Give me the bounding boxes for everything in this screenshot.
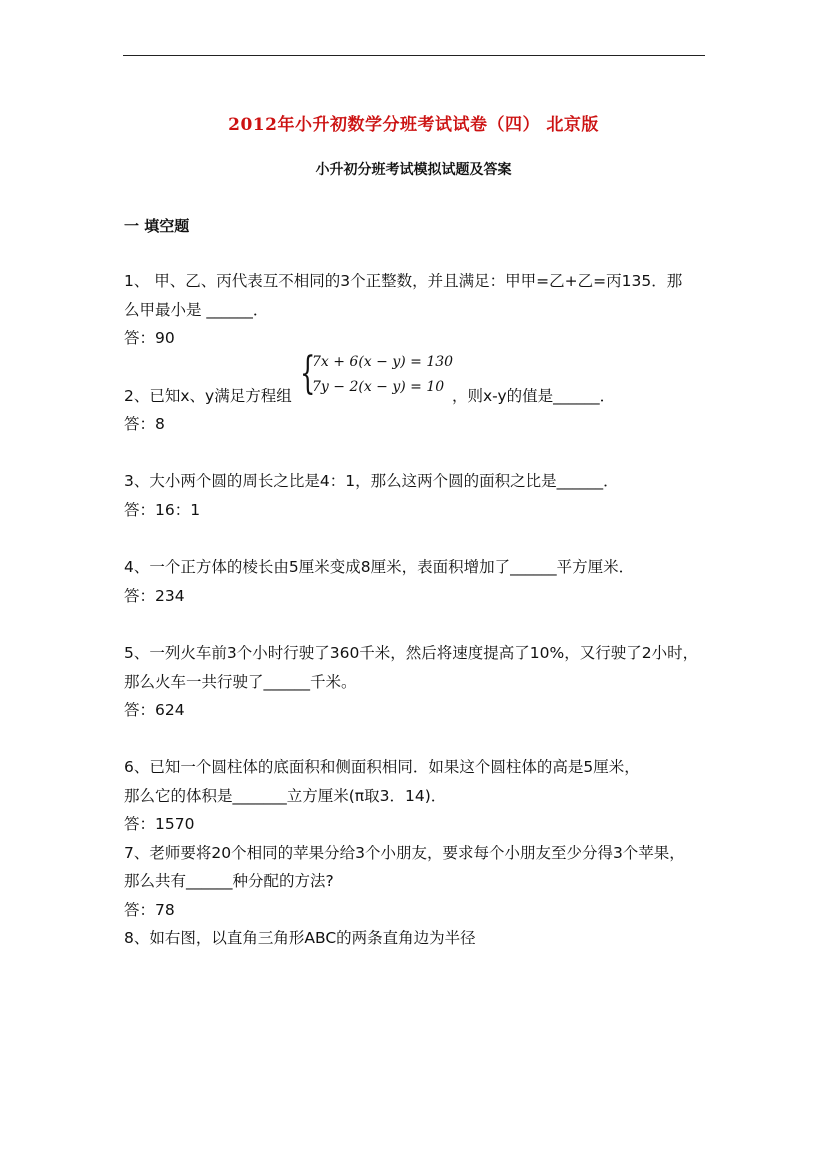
header-rule: [123, 55, 705, 56]
q2-line-post: ，则x-y的值是______．: [452, 387, 616, 405]
q1-line-2: 么甲最小是 ______．: [124, 301, 269, 319]
section-heading: 一 填空题: [124, 217, 190, 235]
q7-answer: 答：78: [124, 901, 175, 919]
q6-line-2: 那么它的体积是_______立方厘米(π取3．14)．: [124, 787, 447, 805]
q5-answer: 答：624: [124, 701, 185, 719]
q1-answer: 答：90: [124, 329, 175, 347]
q6-answer: 答：1570: [124, 815, 195, 833]
q4-line-1: 4、一个正方体的棱长由5厘米变成8厘米，表面积增加了______平方厘米．: [124, 558, 635, 576]
q7-line-2: 那么共有______种分配的方法?: [124, 872, 334, 890]
q2-line-pre: 2、已知x、y满足方程组: [124, 387, 292, 405]
q6-line-1: 6、已知一个圆柱体的底面积和侧面积相同．如果这个圆柱体的高是5厘米，: [124, 758, 640, 776]
equation-system: [300, 348, 454, 402]
equation-row-1: 7x + 6(x − y) = 130: [312, 354, 454, 370]
q3-answer: 答：16：1: [124, 501, 201, 519]
q7-line-1: 7、老师要将20个相同的苹果分给3个小朋友，要求每个小朋友至少分得3个苹果，: [124, 844, 685, 862]
q3-line-1: 3、大小两个圆的周长之比是4：1，那么这两个圆的面积之比是______．: [124, 472, 619, 490]
q5-line-1: 5、一列火车前3个小时行驶了360千米，然后将速度提高了10%，又行驶了2小时，: [124, 644, 699, 662]
q5-line-2: 那么火车一共行驶了______千米。: [124, 673, 357, 691]
q2-answer: 答：8: [124, 415, 165, 433]
q4-answer: 答：234: [124, 587, 185, 605]
q8-line-1: 8、如右图，以直角三角形ABC的两条直角边为半径: [124, 929, 476, 947]
page-title: 2012年小升初数学分班考试试卷（四） 北京版: [228, 115, 599, 135]
equation-brace: {: [300, 348, 316, 399]
q1-line-1: 1、 甲、乙、丙代表互不相同的3个正整数，并且满足：甲甲=乙+乙=丙135．那: [124, 272, 683, 290]
page-subtitle: 小升初分班考试模拟试题及答案: [315, 162, 512, 178]
equation-row-2: 7y − 2(x − y) = 10: [312, 379, 445, 395]
